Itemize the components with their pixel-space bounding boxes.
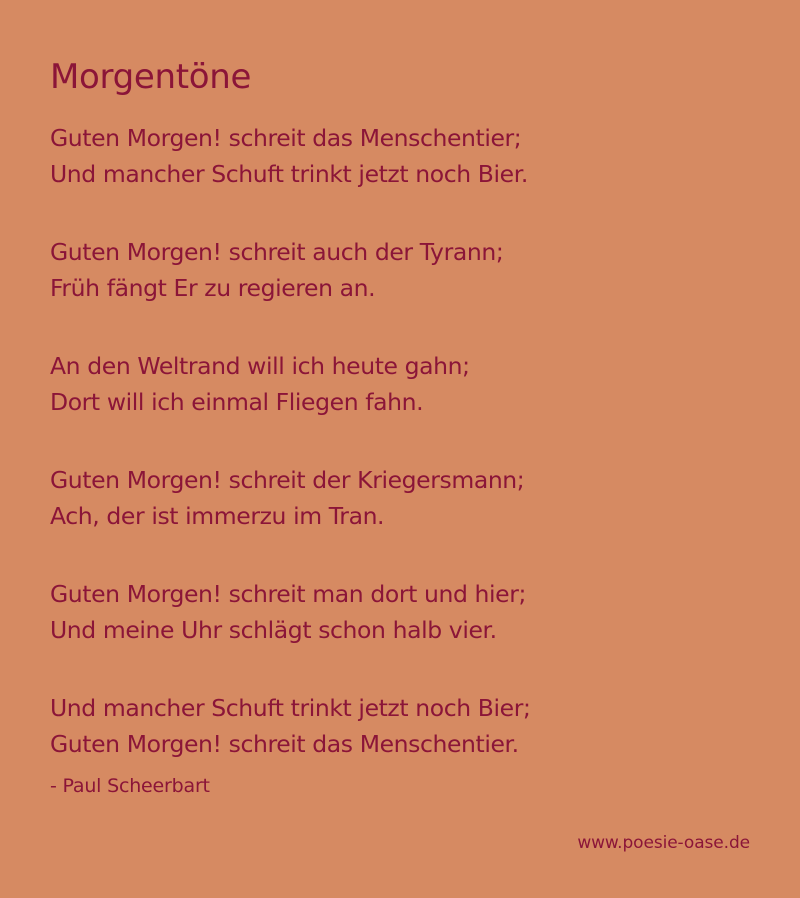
poem-line: An den Weltrand will ich heute gahn;: [50, 352, 470, 380]
poem-title: Morgentöne: [50, 57, 252, 97]
poem-line: Guten Morgen! schreit auch der Tyrann;: [50, 238, 504, 266]
poem-line: Guten Morgen! schreit das Menschentier;: [50, 124, 522, 152]
poem-author: - Paul Scheerbart: [50, 775, 210, 797]
poem-line: Guten Morgen! schreit das Menschentier.: [50, 730, 519, 758]
stanza-6: [50, 690, 750, 762]
stanza-3: [50, 348, 750, 420]
poem-line: Und mancher Schuft trinkt jetzt noch Bier.: [50, 160, 528, 188]
poem-line: Und meine Uhr schlägt schon halb vier.: [50, 616, 497, 644]
stanza-1: [50, 120, 750, 192]
stanza-4: [50, 462, 750, 534]
poem-line: Ach, der ist immerzu im Tran.: [50, 502, 385, 530]
poem-line: Guten Morgen! schreit der Kriegersmann;: [50, 466, 525, 494]
poem-line: Früh fängt Er zu regieren an.: [50, 274, 376, 302]
poem-body: [50, 120, 750, 762]
website-url: www.poesie-oase.de: [577, 833, 750, 853]
stanza-2: [50, 234, 750, 306]
poem-line: Dort will ich einmal Fliegen fahn.: [50, 388, 424, 416]
poem-line: Guten Morgen! schreit man dort und hier;: [50, 580, 527, 608]
stanza-5: [50, 576, 750, 648]
poem-line: Und mancher Schuft trinkt jetzt noch Bier;: [50, 694, 531, 722]
